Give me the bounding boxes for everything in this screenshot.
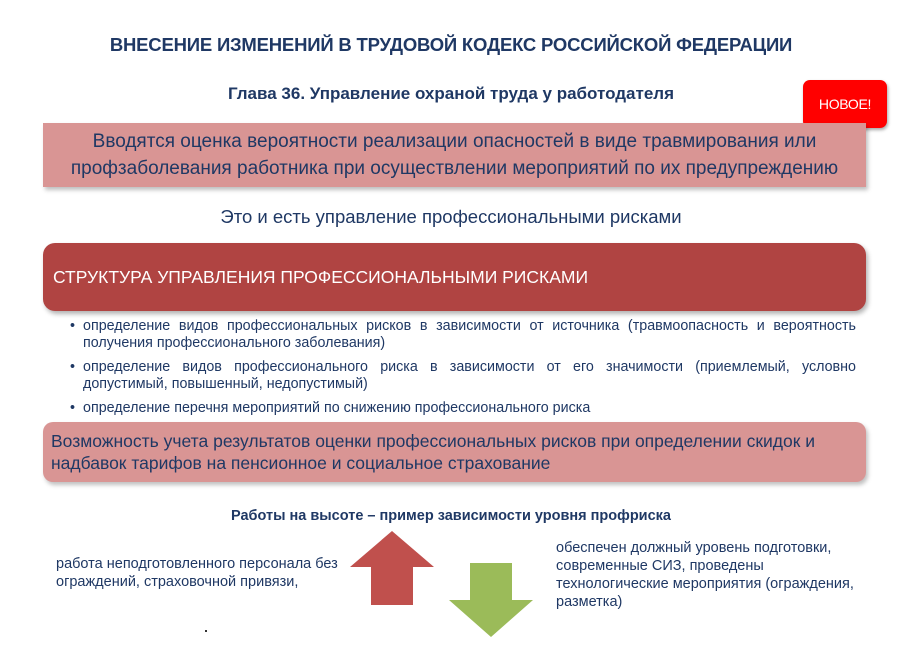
up-arrow-icon <box>350 531 434 605</box>
risk-management-statement: Это и есть управление профессиональными рисками <box>220 206 682 227</box>
new-badge: НОВОЕ! <box>803 80 887 128</box>
intro-text: Вводятся оценка вероятности реализации опасностей в виде травмирования или профзаболевания работника при осуществлении мероприятий по их предупреждению <box>70 131 839 179</box>
chapter-subtitle: Глава 36. Управление охраной труда у работодателя <box>227 84 675 103</box>
example-heading: Работы на высоте – пример зависимости уровня профриска <box>231 508 671 524</box>
decorative-dot <box>205 630 207 632</box>
insurance-note-text: Возможность учета результатов оценки профессиональных рисков при определении скидок и надбавок тарифов на пенсионное и социальное страхование <box>51 431 816 473</box>
page-title: ВНЕСЕНИЕ ИЗМЕНЕНИЙ В ТРУДОВОЙ КОДЕКС РОССИЙСКОЙ ФЕДЕРАЦИИ <box>109 34 793 55</box>
list-item: • определение видов профессионального риска в зависимости от его значимости (приемлемый, условно допустимый, повышенный, недопустимый) <box>70 359 856 393</box>
low-risk-description: обеспечен должный уровень подготовки, современные СИЗ, проведены технологические мероприятия (ограждения, разметка) <box>556 540 854 610</box>
intro-box <box>43 123 866 187</box>
high-risk-description: работа неподготовленного персонала без ограждений, страховочной привязи, <box>56 556 338 590</box>
structure-bullet-list <box>70 318 856 424</box>
insurance-note-box <box>43 422 866 482</box>
structure-heading-box <box>43 243 866 311</box>
list-item: • определение перечня мероприятий по снижению профессионального риска <box>70 400 856 417</box>
list-item: • определение видов профессиональных рисков в зависимости от источника (травмоопасность и вероятность получения профессионального заболевания) <box>70 318 856 352</box>
down-arrow-icon <box>449 563 533 637</box>
structure-heading: СТРУКТУРА УПРАВЛЕНИЯ ПРОФЕССИОНАЛЬНЫМИ РИСКАМИ <box>53 266 589 287</box>
